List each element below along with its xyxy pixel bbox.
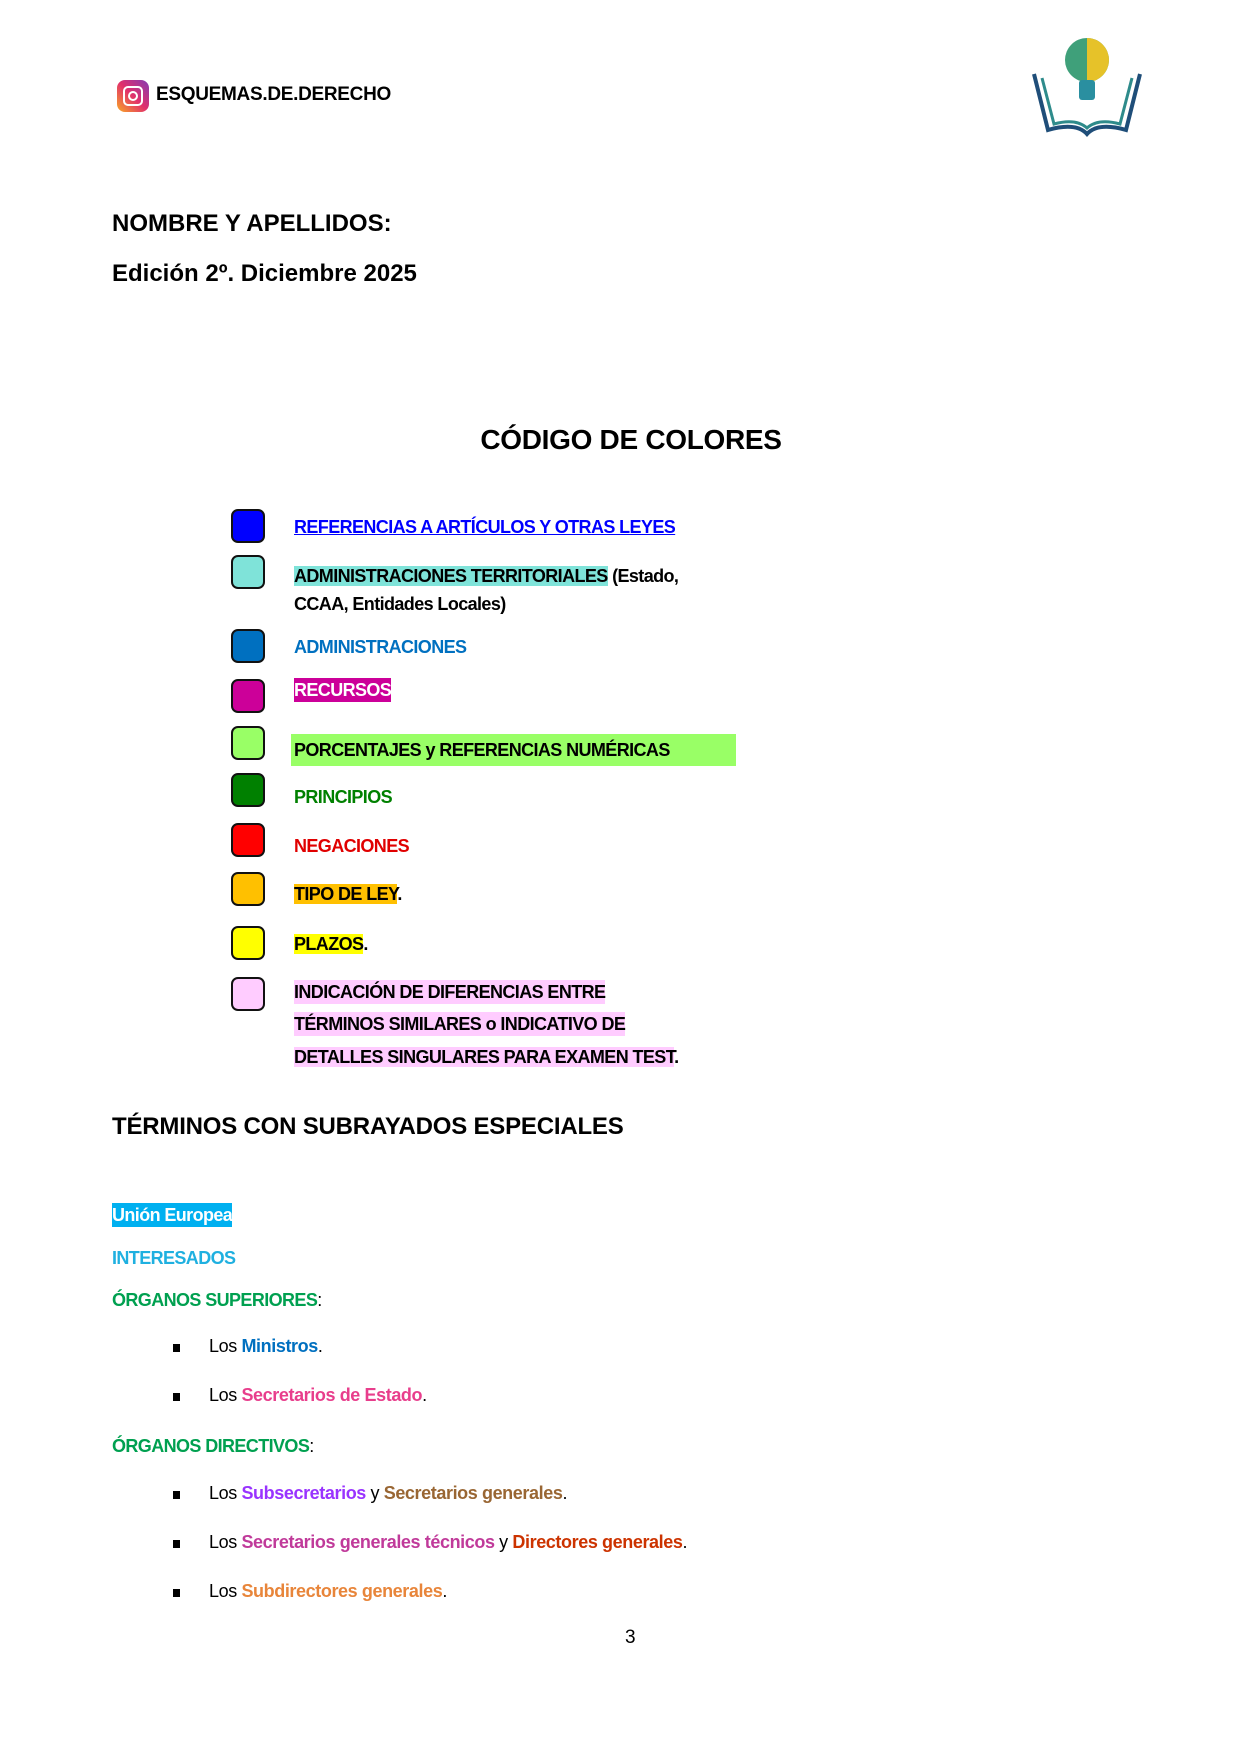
legend-tipo-ley-label: TIPO DE LEY [294, 884, 398, 904]
los: Los [209, 1336, 242, 1356]
legend-title: CÓDIGO DE COLORES [480, 424, 782, 455]
legend-negaciones: NEGACIONES [294, 836, 410, 856]
list-item-ministros [209, 1336, 322, 1357]
list-item-secretarios-estado [209, 1385, 427, 1406]
colon: : [309, 1436, 314, 1456]
period: . [682, 1532, 688, 1552]
organos-directivos-label: ÓRGANOS DIRECTIVOS [112, 1436, 310, 1456]
list-item-sec-gen-tecnicos [209, 1532, 687, 1553]
legend-references: REFERENCIAS A ARTÍCULOS Y OTRAS LEYES [294, 517, 676, 537]
swatch-blue [231, 509, 265, 543]
name-label: NOMBRE Y APELLIDOS: [112, 210, 392, 237]
legend-plazos-label: PLAZOS [294, 934, 364, 954]
term-subdirectores-generales: Subdirectores generales [241, 1581, 443, 1601]
legend-tipo-ley [294, 882, 402, 906]
term-union-europea: Unión Europea [112, 1205, 233, 1225]
y: y [494, 1532, 513, 1552]
legend-diferencias-line3 [294, 1045, 679, 1069]
term-secretarios-estado: Secretarios de Estado [241, 1385, 423, 1405]
legend-diferencias-line2: TÉRMINOS SIMILARES o INDICATIVO DE [294, 1014, 626, 1034]
swatch-pink [231, 977, 265, 1011]
term-interesados: INTERESADOS [112, 1248, 236, 1268]
edition-label: Edición 2º. Diciembre 2025 [112, 260, 417, 287]
swatch-light-green [231, 726, 265, 760]
legend-territorial-label: ADMINISTRACIONES TERRITORIALES [294, 566, 608, 586]
los: Los [209, 1483, 242, 1503]
organos-superiores-label: ÓRGANOS SUPERIORES [112, 1290, 318, 1310]
term-organos-superiores [112, 1288, 322, 1312]
legend-territorial [294, 564, 678, 588]
terms-title: TÉRMINOS CON SUBRAYADOS ESPECIALES [112, 1113, 624, 1140]
period: . [363, 934, 368, 954]
term-organos-directivos [112, 1434, 314, 1458]
legend-territorial-suffix: (Estado, [607, 566, 679, 586]
bullet-icon [173, 1540, 180, 1548]
colon: : [317, 1290, 322, 1310]
term-secretarios-generales: Secretarios generales [383, 1483, 563, 1503]
bullet-icon [173, 1491, 180, 1499]
brand-name: ESQUEMAS.DE.DERECHO [156, 84, 392, 105]
los: Los [209, 1581, 242, 1601]
swatch-dark-blue [231, 629, 265, 663]
list-item-subdirectores [209, 1581, 447, 1602]
period: . [674, 1047, 679, 1067]
period: . [317, 1336, 323, 1356]
page-number: 3 [625, 1627, 636, 1648]
bullet-icon [173, 1344, 180, 1352]
term-secretarios-generales-tecnicos: Secretarios generales técnicos [241, 1532, 495, 1552]
bullet-icon [173, 1393, 180, 1401]
swatch-red [231, 823, 265, 857]
term-subsecretarios: Subsecretarios [241, 1483, 366, 1503]
y: y [365, 1483, 384, 1503]
period: . [442, 1581, 447, 1601]
period: . [422, 1385, 427, 1405]
legend-principios: PRINCIPIOS [294, 787, 393, 807]
term-directores-generales: Directores generales [512, 1532, 683, 1552]
swatch-yellow [231, 926, 265, 960]
period: . [562, 1483, 568, 1503]
lightbulb-book-logo [1026, 34, 1148, 138]
legend-administraciones: ADMINISTRACIONES [294, 637, 467, 657]
los: Los [209, 1385, 242, 1405]
period: . [397, 884, 402, 904]
term-ministros: Ministros [241, 1336, 318, 1356]
swatch-turquoise [231, 555, 265, 589]
bullet-icon [173, 1589, 180, 1597]
legend-recursos: RECURSOS [294, 680, 392, 700]
swatch-magenta [231, 679, 265, 713]
legend-diferencias-line3-label: DETALLES SINGULARES PARA EXAMEN TEST [294, 1047, 675, 1067]
swatch-orange [231, 872, 265, 906]
swatch-green [231, 773, 265, 807]
legend-porcentajes: PORCENTAJES y REFERENCIAS NUMÉRICAS [291, 734, 736, 766]
los: Los [209, 1532, 242, 1552]
legend-plazos [294, 932, 368, 956]
list-item-subsecretarios [209, 1483, 567, 1504]
legend-diferencias-line1: INDICACIÓN DE DIFERENCIAS ENTRE [294, 982, 606, 1002]
legend-territorial-line2: CCAA, Entidades Locales) [294, 594, 506, 614]
instagram-icon [117, 80, 149, 112]
